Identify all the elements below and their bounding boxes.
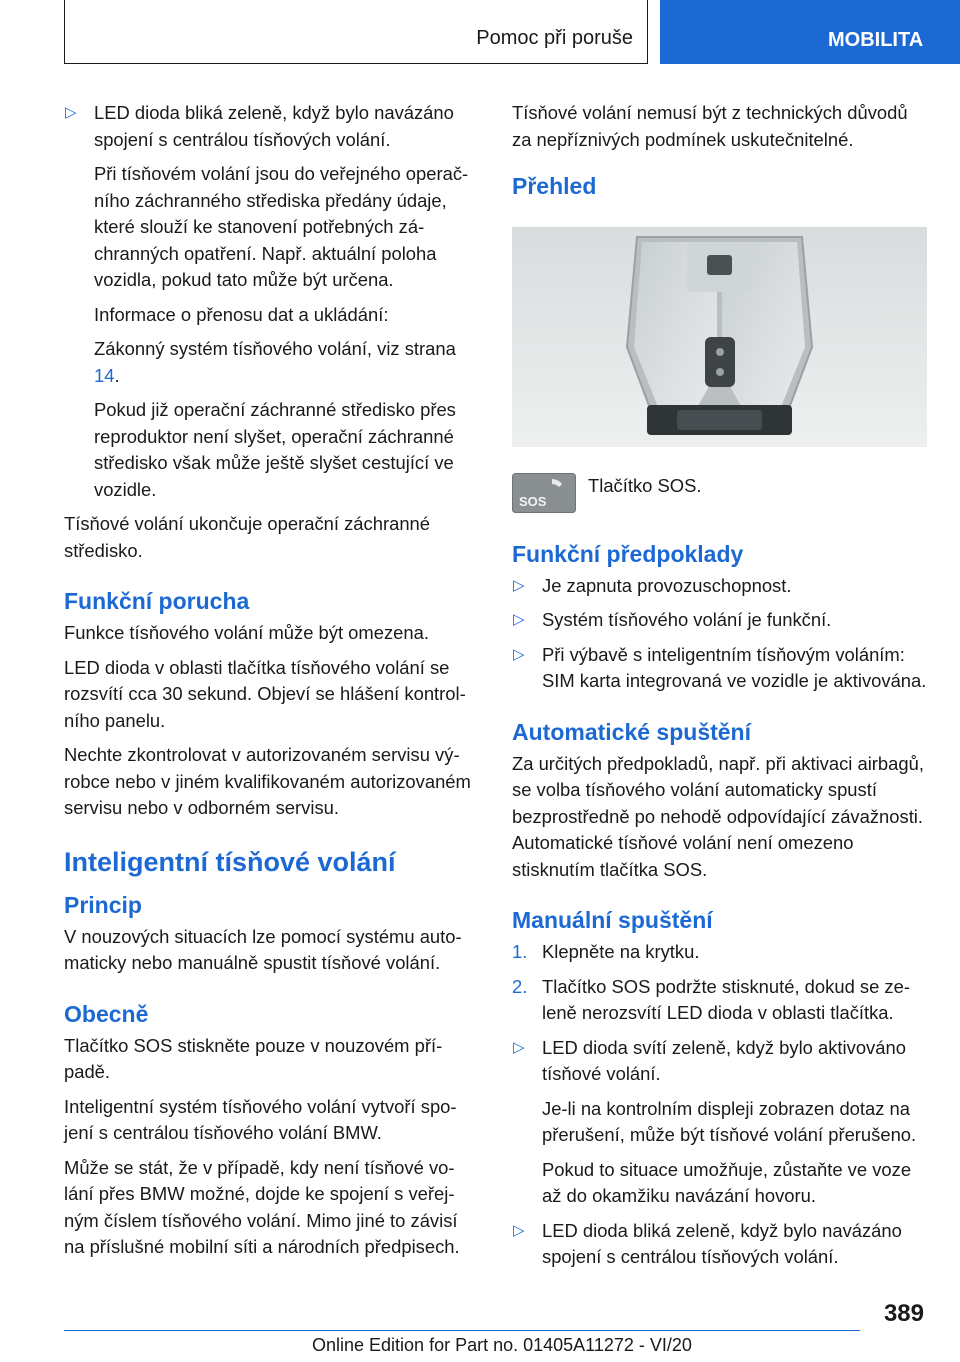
sos-button-icon: [512, 473, 576, 513]
paragraph: LED dioda v oblasti tlačítka tísňového volání se rozsvítí cca 30 sekund. Objeví se hlášení kontrolního panelu.: [64, 656, 466, 731]
footer-edition-text: Online Edition for Part no. 01405A11272 - VI/20: [312, 1335, 692, 1355]
list-item: [512, 607, 927, 634]
triangle-bullet-icon: ▷: [513, 1038, 525, 1056]
list-item-text: Systém tísňového volání je funkční.: [542, 609, 832, 630]
footer-divider: [64, 1330, 860, 1331]
list-item-text: LED dioda bliká zeleně, když bylo navázáno spojení s centrálou tísňových volání.: [94, 102, 454, 150]
paragraph: Inteligentní systém tísňového volání vytvoří spojení s centrálou tísňového volání BMW.: [64, 1095, 457, 1143]
heading-princip: Princip: [64, 891, 142, 918]
step-text: Klepněte na krytku.: [542, 941, 700, 962]
indented-paragraph: [64, 336, 476, 389]
triangle-bullet-icon: ▷: [513, 1221, 525, 1239]
heading-obecne: Obecně: [64, 1000, 149, 1027]
step-item: [512, 974, 927, 1027]
heading-prehled: Přehled: [512, 173, 597, 199]
triangle-bullet-icon: ▷: [513, 645, 525, 663]
indented-paragraph: Informace o přenosu dat a ukládání:: [94, 303, 389, 325]
heading-automaticke-spusteni: Automatické spuštění: [512, 718, 751, 745]
step-text: Tlačítko SOS podržte stisknuté, dokud se zeleně nerozsvítí LED dioda v oblasti tlačítka.: [542, 975, 910, 1023]
list-item-text: LED dioda svítí zeleně, když bylo aktivováno tísňové volání.: [542, 1036, 906, 1084]
list-item: [64, 100, 476, 153]
list-item-text: LED dioda bliká zeleně, když bylo navázáno spojení s centrálou tísňových volání.: [542, 1219, 902, 1267]
heading-funkcni-predpoklady: Funkční předpoklady: [512, 540, 744, 567]
triangle-bullet-icon: ▷: [513, 611, 525, 628]
heading-manualni-spusteni: Manuální spuštění: [512, 907, 713, 933]
paragraph: Funkce tísňového volání může být omezena.: [64, 622, 429, 643]
punctuation: .: [114, 364, 120, 386]
step-item: [512, 939, 927, 966]
list-item: [512, 573, 927, 600]
paragraph: Tlačítko SOS stiskněte pouze v nouzovém případě.: [64, 1034, 443, 1082]
heading-inteligentni-tisnove-volani: Inteligentní tísňové volání: [64, 846, 396, 877]
step-number: 2.: [512, 975, 528, 997]
paragraph: Tísňové volání nemusí být z technických důvodů za nepříznivých podmínek uskutečnitelné.: [512, 102, 908, 150]
list-item-text: Je zapnuta provozuschopnost.: [542, 574, 792, 596]
paragraph: Za určitých předpokladů, např. při aktivaci airbagů, se volba tísňového volání automaticky spustí bezprostředně po nehodě odpovídající závažnosti. Automatické tísňové volání není omezeno stisknutím tlačítka SOS.: [512, 752, 924, 880]
chapter-tab[interactable]: MOBILITA: [660, 0, 960, 64]
page-number: 389: [883, 1300, 924, 1327]
step-number: 1.: [512, 941, 528, 962]
overhead-console-photo: [512, 227, 927, 447]
paragraph: Tísňové volání ukončuje operační záchranné středisko.: [64, 513, 430, 561]
triangle-bullet-icon: ▷: [65, 104, 77, 121]
sos-legend: [512, 473, 927, 513]
header-section-title: Pomoc při poruše: [476, 27, 633, 49]
paragraph: V nouzových situacích lze pomocí systému automaticky nebo manuálně spustit tísňové volání.: [64, 925, 462, 973]
sos-caption: Tlačítko SOS.: [588, 474, 702, 496]
paragraph: Může se stát, že v případě, kdy není tísňové volání přes BMW možné, dojde ke spojení s veřejným číslem tísňového volání. Mimo jiné to závisí na příslušné mobilní síti a národních předpisech.: [64, 1156, 460, 1257]
triangle-bullet-icon: ▷: [513, 576, 525, 594]
indented-paragraph: Pokud to situace umožňuje, zůstaňte ve voze až do okamžiku navázání hovoru.: [542, 1158, 912, 1206]
paragraph: Nechte zkontrolovat v autorizovaném servisu výrobce nebo v jiném kvalifikovaném autorizovaném servisu nebo v odborném servisu.: [64, 744, 471, 818]
list-item: [512, 1218, 927, 1271]
heading-funkcni-porucha: Funkční porucha: [64, 588, 250, 614]
indented-paragraph: Pokud již operační záchranné středisko přes reproduktor není slyšet, operační záchranné středisko však může ještě slyšet cestující ve vozidle.: [94, 399, 456, 500]
indented-paragraph: Při tísňovém volání jsou do veřejného operačního záchranného střediska předány údaje, které slouží ke stanovení potřebných záchranných opatření. Např. aktuální poloha vozidla, pokud tato může být určena.: [94, 163, 469, 290]
svg-text:SOS: SOS: [519, 493, 547, 509]
list-item: [512, 642, 927, 695]
header-left-box: [64, 0, 648, 64]
right-column: [512, 100, 927, 1279]
cross-reference-text: Zákonný systém tísňového volání, viz strana: [94, 338, 456, 359]
indented-paragraph: Je-li na kontrolním displeji zobrazen dotaz na přerušení, může být tísňové volání přerušeno.: [542, 1097, 917, 1145]
page-link[interactable]: 14: [94, 364, 115, 386]
left-column: [64, 100, 476, 1269]
list-item-text: Při výbavě s inteligentním tísňovým voláním: SIM karta integrovaná ve vozidle je aktivována.: [542, 643, 927, 691]
list-item: [512, 1035, 927, 1088]
